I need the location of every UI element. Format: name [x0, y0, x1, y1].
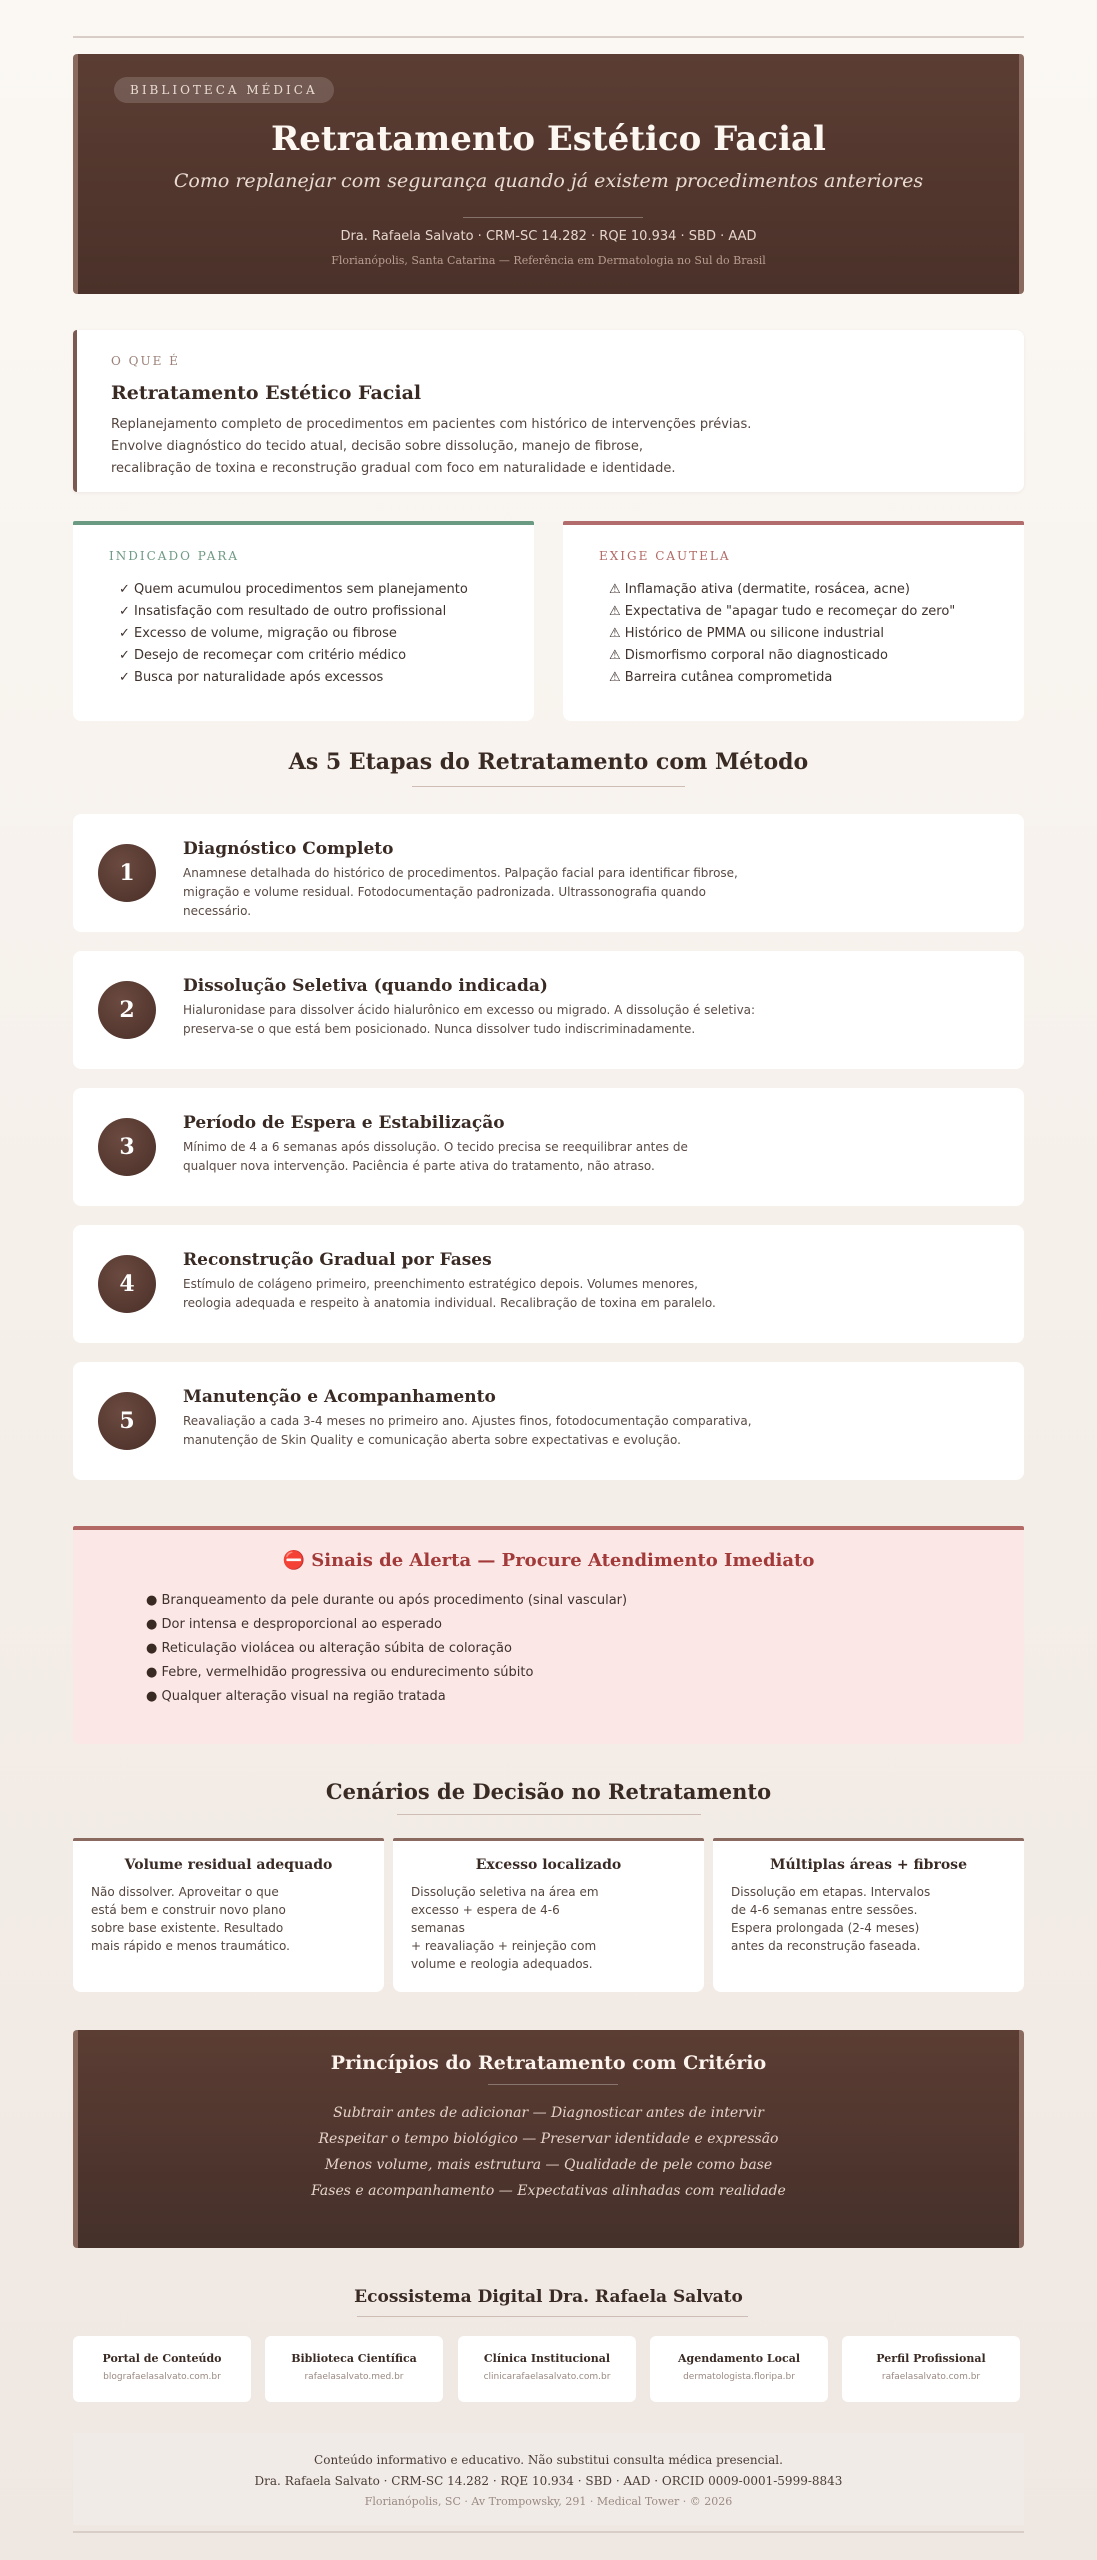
hero-banner [73, 54, 1024, 294]
step-title: Manutenção e Acompanhamento [183, 1387, 496, 1407]
scenario-line: excesso + espera de 4-6 semanas [411, 1903, 560, 1935]
ecosystem-link-clinica[interactable] [458, 2336, 636, 2402]
bullet-icon: ● [146, 1665, 158, 1680]
step-line: preserva-se o que está bem posicionado. Nunca dissolver tudo indiscriminadamente. [183, 1022, 696, 1036]
bullet-icon: ● [146, 1641, 158, 1656]
doctor-credentials: Dra. Rafaela Salvato · CRM-SC 14.282 · RQE 10.934 · SBD · AAD [340, 229, 757, 244]
step-number: 4 [98, 1255, 156, 1313]
warning-title: ⛔ Sinais de Alerta — Procure Atendimento Imediato [282, 1550, 815, 1571]
ecosystem-link-title: Clínica Institucional [483, 2352, 611, 2365]
step-card [73, 951, 1024, 1069]
ecosystem-link-agendamento[interactable] [650, 2336, 828, 2402]
category-badge: BIBLIOTECA MÉDICA [114, 77, 334, 103]
list-item: ⚠ Histórico de PMMA ou silicone industrial [609, 626, 885, 641]
bullet-icon: ● [146, 1617, 158, 1632]
ecosystem-title-underline [357, 2316, 748, 2317]
scenario-line: Não dissolver. Aproveitar o que [91, 1885, 279, 1899]
scenario-line: Espera prolongada (2-4 meses) [731, 1921, 920, 1935]
ecosystem-title: Ecossistema Digital Dra. Rafaela Salvato [354, 2287, 743, 2307]
bullet-icon: ● [146, 1593, 158, 1608]
step-line: Mínimo de 4 a 6 semanas após dissolução. O tecido precisa se reequilibrar antes de [183, 1140, 688, 1154]
principles-divider [488, 2084, 618, 2085]
principle-line: Fases e acompanhamento — Expectativas alinhadas com realidade [311, 2183, 786, 2199]
step-line: Estímulo de colágeno primeiro, preenchimento estratégico depois. Volumes menores, [183, 1277, 698, 1291]
scenario-card [73, 1838, 384, 1992]
definition-eyebrow: O QUE É [111, 354, 180, 368]
list-item [146, 1685, 627, 1709]
step-card [73, 1225, 1024, 1343]
definition-line: recalibração de toxina e reconstrução gradual com foco em naturalidade e identidade. [111, 461, 676, 476]
definition-text [111, 414, 811, 480]
page-title: Retratamento Estético Facial [271, 119, 826, 159]
warning-signs-box [73, 1526, 1024, 1744]
scenario-card [713, 1838, 1024, 1992]
step-number: 1 [98, 844, 156, 902]
steps-title-underline [412, 786, 685, 787]
scenario-title: Volume residual adequado [124, 1857, 333, 1873]
ecosystem-link-title: Agendamento Local [678, 2352, 800, 2365]
step-title: Diagnóstico Completo [183, 839, 394, 859]
scenario-text [731, 1883, 931, 1955]
ecosystem-link-url: blografaelasalvato.com.br [103, 2372, 221, 2382]
step-number: 2 [98, 981, 156, 1039]
scenario-line: mais rápido e menos traumático. [91, 1939, 290, 1953]
step-number: 5 [98, 1392, 156, 1450]
definition-title: Retratamento Estético Facial [111, 382, 422, 404]
footer-disclaimer: Conteúdo informativo e educativo. Não substitui consulta médica presencial. [314, 2453, 783, 2467]
definition-line: Envolve diagnóstico do tecido atual, decisão sobre dissolução, manejo de fibrose, [111, 439, 644, 454]
scenario-card [393, 1838, 704, 1992]
step-description [183, 1275, 763, 1313]
step-card [73, 814, 1024, 932]
list-item: ✓ Busca por naturalidade após excessos [119, 670, 384, 685]
step-title: Dissolução Seletiva (quando indicada) [183, 976, 548, 996]
ecosystem-link-url: dermatologista.floripa.br [683, 2372, 795, 2382]
list-item: ⚠ Expectativa de "apagar tudo e recomeçar do zero" [609, 604, 956, 619]
scenario-title: Múltiplas áreas + fibrose [770, 1857, 967, 1873]
ecosystem-link-title: Portal de Conteúdo [102, 2352, 222, 2365]
list-item [146, 1613, 627, 1637]
list-item: ✓ Quem acumulou procedimentos sem planejamento [119, 582, 468, 597]
step-line: Hialuronidase para dissolver ácido hialurônico em excesso ou migrado. A dissolução é seletiva: [183, 1003, 756, 1017]
step-line: Anamnese detalhada do histórico de procedimentos. Palpação facial para identificar fibrose, [183, 866, 738, 880]
step-number: 3 [98, 1118, 156, 1176]
scenario-title: Excesso localizado [475, 1857, 622, 1873]
scenario-text [411, 1883, 611, 1973]
ecosystem-link-portal[interactable] [73, 2336, 251, 2402]
ecosystem-link-url: clinicarafaelasalvato.com.br [483, 2372, 611, 2382]
bottom-divider [73, 2531, 1024, 2533]
principles-banner [73, 2030, 1024, 2248]
scenario-line: + reavaliação + reinjeção com [411, 1939, 597, 1953]
list-item [146, 1589, 627, 1613]
list-item: ⚠ Inflamação ativa (dermatite, rosácea, acne) [609, 582, 910, 597]
list-item: ✓ Insatisfação com resultado de outro profissional [119, 604, 447, 619]
caution-eyebrow: EXIGE CAUTELA [599, 549, 731, 563]
list-item [146, 1661, 627, 1685]
scenario-line: de 4-6 semanas entre sessões. [731, 1903, 918, 1917]
warning-text: Febre, vermelhidão progressiva ou endurecimento súbito [161, 1665, 534, 1680]
scenario-line: Dissolução seletiva na área em [411, 1885, 599, 1899]
indicated-card [73, 521, 534, 721]
principle-line: Subtrair antes de adicionar — Diagnosticar antes de intervir [333, 2105, 764, 2121]
step-line: qualquer nova intervenção. Paciência é parte ativa do tratamento, não atraso. [183, 1159, 655, 1173]
indicated-list [109, 579, 498, 689]
principles-list [78, 2100, 1019, 2204]
bullet-icon: ● [146, 1689, 158, 1704]
list-item [146, 1637, 627, 1661]
definition-line: Replanejamento completo de procedimentos em pacientes com histórico de intervenções prévias. [111, 417, 752, 432]
top-divider [73, 36, 1024, 38]
hero-divider [463, 217, 643, 218]
caution-list [599, 579, 988, 689]
step-card [73, 1362, 1024, 1480]
principles-title: Princípios do Retratamento com Critério [330, 2052, 767, 2074]
scenarios-title-underline [397, 1814, 701, 1815]
doctor-location: Florianópolis, Santa Catarina — Referência em Dermatologia no Sul do Brasil [331, 254, 766, 267]
scenario-line: Dissolução em etapas. Intervalos [731, 1885, 931, 1899]
step-description [183, 1412, 763, 1450]
scenario-line: antes da reconstrução faseada. [731, 1939, 921, 1953]
warning-list [146, 1589, 627, 1709]
list-item: ⚠ Dismorfismo corporal não diagnosticado [609, 648, 888, 663]
scenario-line: volume e reologia adequados. [411, 1957, 593, 1971]
scenario-line: está bem e construir novo plano [91, 1903, 286, 1917]
step-title: Período de Espera e Estabilização [183, 1113, 505, 1133]
scenarios-title: Cenários de Decisão no Retratamento [325, 1779, 772, 1804]
steps-title: As 5 Etapas do Retratamento com Método [288, 749, 809, 775]
warning-text: Reticulação violácea ou alteração súbita de coloração [161, 1641, 512, 1656]
scenario-line: sobre base existente. Resultado [91, 1921, 284, 1935]
list-item: ✓ Excesso de volume, migração ou fibrose [119, 626, 397, 641]
ecosystem-link-title: Perfil Profissional [876, 2352, 986, 2365]
ecosystem-link-title: Biblioteca Científica [291, 2352, 417, 2365]
footer-credentials: Dra. Rafaela Salvato · CRM-SC 14.282 · RQE 10.934 · SBD · AAD · ORCID 0009-0001-5999-8843 [254, 2474, 843, 2488]
list-item: ✓ Desejo de recomeçar com critério médico [119, 648, 407, 663]
step-card [73, 1088, 1024, 1206]
ecosystem-link-perfil[interactable] [842, 2336, 1020, 2402]
step-line: manutenção de Skin Quality e comunicação aberta sobre expectativas e evolução. [183, 1433, 681, 1447]
step-line: Reavaliação a cada 3-4 meses no primeiro ano. Ajustes finos, fotodocumentação comparativa, [183, 1414, 752, 1428]
scenario-text [91, 1883, 291, 1955]
caution-card [563, 521, 1024, 721]
warning-text: Dor intensa e desproporcional ao esperado [161, 1617, 442, 1632]
step-description [183, 864, 763, 921]
list-item: ⚠ Barreira cutânea comprometida [609, 670, 833, 685]
step-line: migração e volume residual. Fotodocumentação padronizada. Ultrassonografia quando necessário. [183, 885, 707, 918]
ecosystem-link-url: rafaelasalvato.com.br [881, 2372, 981, 2382]
principle-line: Menos volume, mais estrutura — Qualidade de pele como base [324, 2157, 773, 2173]
warning-text: Branqueamento da pele durante ou após procedimento (sinal vascular) [161, 1593, 628, 1608]
principle-line: Respeitar o tempo biológico — Preservar identidade e expressão [318, 2131, 779, 2147]
warning-text: Qualquer alteração visual na região tratada [161, 1689, 446, 1704]
step-title: Reconstrução Gradual por Fases [183, 1250, 492, 1270]
page-footer [73, 2433, 1024, 2525]
page-subtitle: Como replanejar com segurança quando já existem procedimentos anteriores [173, 170, 924, 192]
ecosystem-link-url: rafaelasalvato.med.br [304, 2372, 404, 2382]
definition-card [73, 330, 1024, 492]
step-line: reologia adequada e respeito à anatomia individual. Recalibração de toxina em paralelo. [183, 1296, 716, 1310]
ecosystem-link-biblioteca[interactable] [265, 2336, 443, 2402]
step-description [183, 1138, 763, 1176]
footer-address: Florianópolis, SC · Av Trompowsky, 291 · Medical Tower · © 2026 [364, 2495, 733, 2508]
indicated-eyebrow: INDICADO PARA [109, 549, 240, 563]
step-description [183, 1001, 763, 1039]
